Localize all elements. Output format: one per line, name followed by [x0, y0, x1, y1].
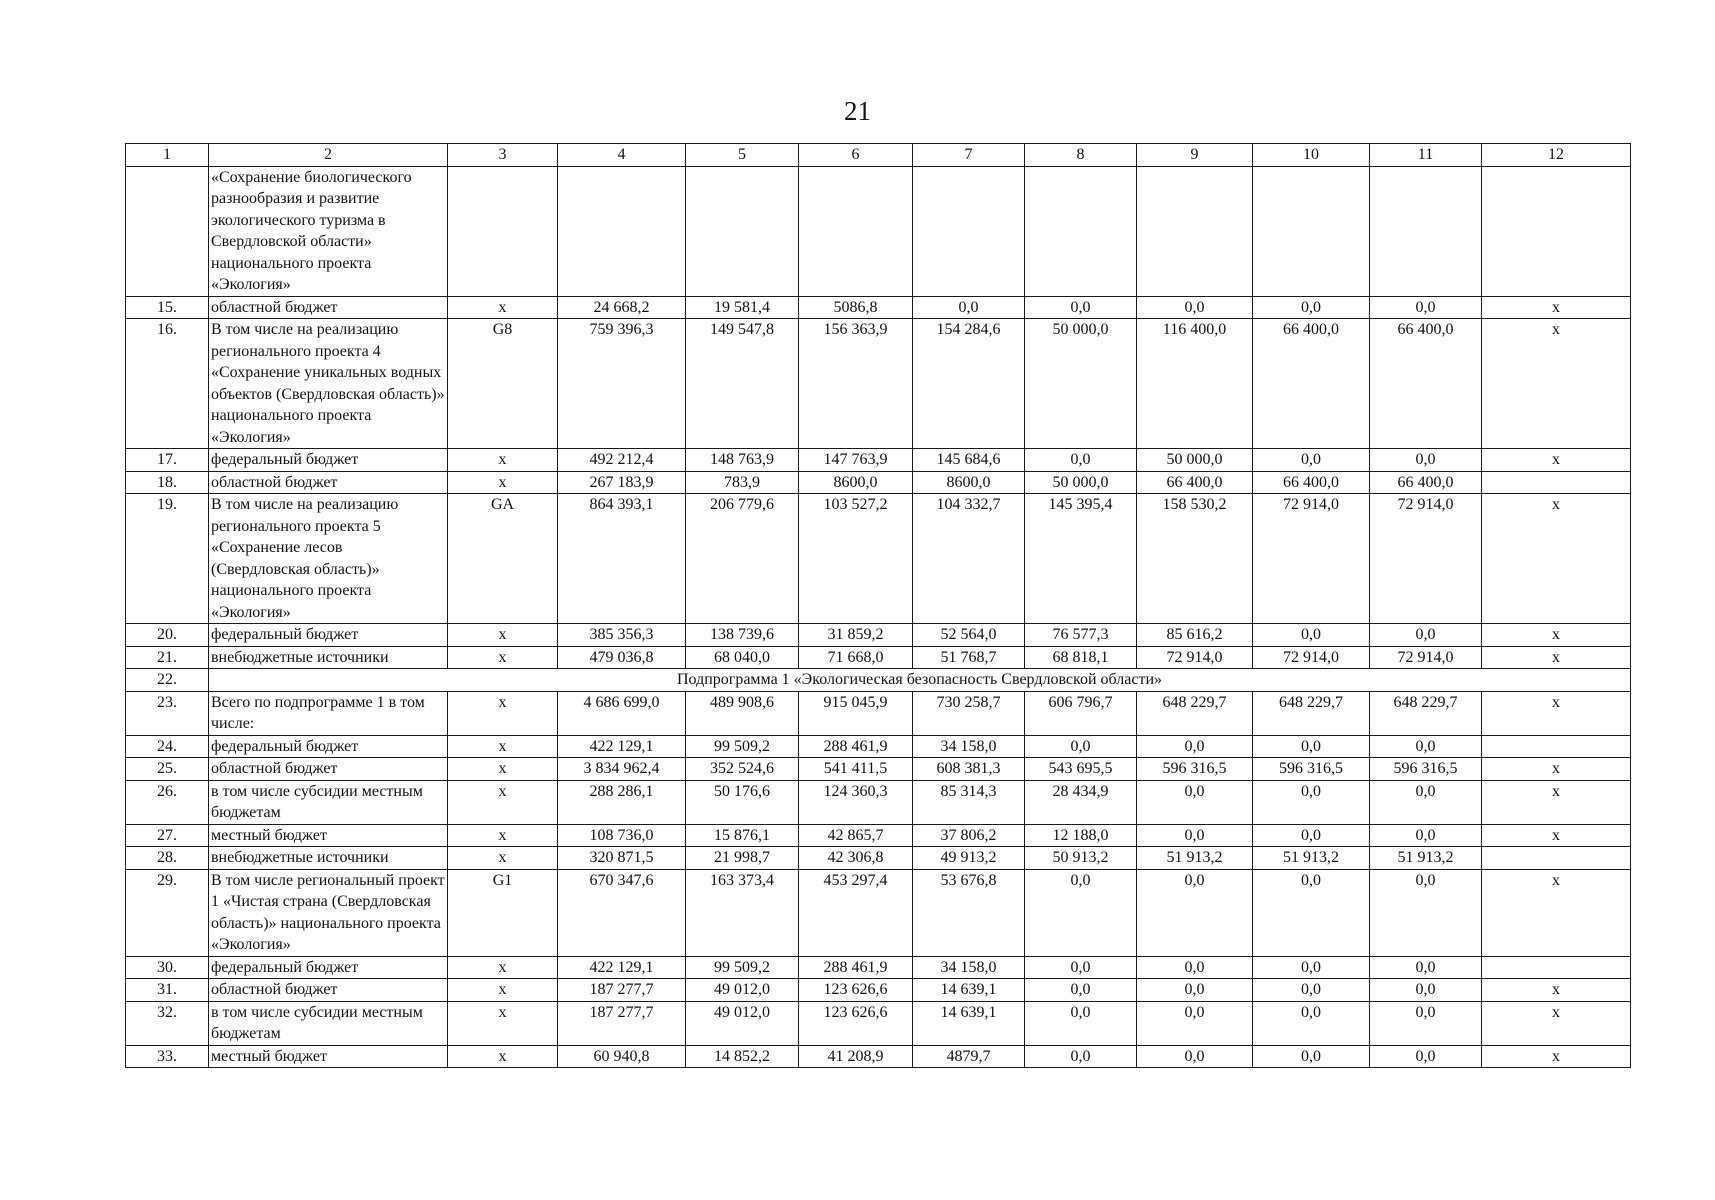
year-value-cell: 0,0 — [1025, 979, 1137, 1002]
year-value-cell: 0,0 — [1370, 979, 1482, 1002]
year-value-cell: 53 676,8 — [913, 869, 1025, 956]
year-value-cell: 49 913,2 — [913, 847, 1025, 870]
total-cell: 422 129,1 — [558, 735, 686, 758]
total-cell: 187 277,7 — [558, 1001, 686, 1045]
year-value-cell — [1025, 166, 1137, 296]
total-cell: 60 940,8 — [558, 1045, 686, 1068]
row-number-cell: 31. — [126, 979, 209, 1002]
year-value-cell: 0,0 — [1025, 735, 1137, 758]
code-cell: x — [448, 1001, 558, 1045]
year-value-cell: 0,0 — [1025, 1001, 1137, 1045]
year-value-cell: 68 040,0 — [686, 646, 799, 669]
year-value-cell: 66 400,0 — [1253, 471, 1370, 494]
year-value-cell: 85 314,3 — [913, 780, 1025, 824]
year-value-cell: 51 913,2 — [1370, 847, 1482, 870]
year-value-cell: 28 434,9 — [1025, 780, 1137, 824]
year-value-cell: 14 639,1 — [913, 1001, 1025, 1045]
total-cell: 288 286,1 — [558, 780, 686, 824]
item-name-cell: федеральный бюджет — [209, 956, 448, 979]
page-number: 21 — [844, 96, 871, 126]
column-header: 11 — [1370, 144, 1482, 167]
column-header: 10 — [1253, 144, 1370, 167]
year-value-cell: 596 316,5 — [1253, 758, 1370, 781]
year-value-cell: 66 400,0 — [1253, 319, 1370, 449]
reference-cell: x — [1482, 449, 1631, 472]
table-row — [126, 691, 1631, 735]
year-value-cell: 71 668,0 — [799, 646, 913, 669]
table-row — [126, 494, 1631, 624]
table-body — [126, 144, 1631, 1068]
row-number-cell: 30. — [126, 956, 209, 979]
year-value-cell: 206 779,6 — [686, 494, 799, 624]
year-value-cell: 51 913,2 — [1137, 847, 1253, 870]
total-cell — [558, 166, 686, 296]
item-name-cell: внебюджетные источники — [209, 646, 448, 669]
year-value-cell: 0,0 — [1253, 1045, 1370, 1068]
year-value-cell: 72 914,0 — [1370, 646, 1482, 669]
budget-table — [125, 143, 1631, 1068]
year-value-cell: 42 865,7 — [799, 824, 913, 847]
column-header: 9 — [1137, 144, 1253, 167]
year-value-cell: 648 229,7 — [1253, 691, 1370, 735]
year-value-cell: 608 381,3 — [913, 758, 1025, 781]
year-value-cell: 0,0 — [913, 296, 1025, 319]
column-header: 1 — [126, 144, 209, 167]
row-number-cell: 33. — [126, 1045, 209, 1068]
table-row — [126, 869, 1631, 956]
reference-cell: x — [1482, 296, 1631, 319]
year-value-cell: 99 509,2 — [686, 735, 799, 758]
year-value-cell: 0,0 — [1137, 979, 1253, 1002]
item-name-cell: федеральный бюджет — [209, 624, 448, 647]
code-cell: G1 — [448, 869, 558, 956]
item-name-cell: местный бюджет — [209, 1045, 448, 1068]
reference-cell: x — [1482, 624, 1631, 647]
table-row — [126, 824, 1631, 847]
row-number-cell: 32. — [126, 1001, 209, 1045]
total-cell: 385 356,3 — [558, 624, 686, 647]
year-value-cell: 42 306,8 — [799, 847, 913, 870]
year-value-cell: 72 914,0 — [1370, 494, 1482, 624]
year-value-cell: 596 316,5 — [1137, 758, 1253, 781]
year-value-cell: 124 360,3 — [799, 780, 913, 824]
row-number-cell: 15. — [126, 296, 209, 319]
total-cell: 864 393,1 — [558, 494, 686, 624]
item-name-cell: областной бюджет — [209, 979, 448, 1002]
reference-cell — [1482, 166, 1631, 296]
year-value-cell: 41 208,9 — [799, 1045, 913, 1068]
total-cell: 479 036,8 — [558, 646, 686, 669]
code-cell: x — [448, 780, 558, 824]
reference-cell: x — [1482, 1001, 1631, 1045]
total-cell: 4 686 699,0 — [558, 691, 686, 735]
year-value-cell: 149 547,8 — [686, 319, 799, 449]
year-value-cell: 0,0 — [1370, 1001, 1482, 1045]
reference-cell: x — [1482, 979, 1631, 1002]
year-value-cell: 14 639,1 — [913, 979, 1025, 1002]
year-value-cell: 0,0 — [1253, 296, 1370, 319]
row-number-cell: 21. — [126, 646, 209, 669]
code-cell: x — [448, 758, 558, 781]
year-value-cell — [1137, 166, 1253, 296]
item-name-cell: внебюджетные источники — [209, 847, 448, 870]
table-row — [126, 471, 1631, 494]
code-cell: x — [448, 956, 558, 979]
table-row — [126, 1045, 1631, 1068]
year-value-cell: 148 763,9 — [686, 449, 799, 472]
year-value-cell: 0,0 — [1137, 296, 1253, 319]
total-cell: 187 277,7 — [558, 979, 686, 1002]
row-number-cell: 24. — [126, 735, 209, 758]
table-row — [126, 624, 1631, 647]
code-cell: x — [448, 1045, 558, 1068]
year-value-cell: 0,0 — [1370, 735, 1482, 758]
year-value-cell: 730 258,7 — [913, 691, 1025, 735]
table-row — [126, 1001, 1631, 1045]
year-value-cell: 14 852,2 — [686, 1045, 799, 1068]
year-value-cell: 0,0 — [1025, 869, 1137, 956]
year-value-cell: 156 363,9 — [799, 319, 913, 449]
row-number-cell: 23. — [126, 691, 209, 735]
year-value-cell: 147 763,9 — [799, 449, 913, 472]
code-cell: x — [448, 735, 558, 758]
year-value-cell: 915 045,9 — [799, 691, 913, 735]
year-value-cell: 543 695,5 — [1025, 758, 1137, 781]
year-value-cell: 103 527,2 — [799, 494, 913, 624]
column-header: 2 — [209, 144, 448, 167]
table-row — [126, 646, 1631, 669]
item-name-cell: Всего по подпрограмме 1 в том числе: — [209, 691, 448, 735]
total-cell: 320 871,5 — [558, 847, 686, 870]
row-number-cell: 18. — [126, 471, 209, 494]
code-cell: x — [448, 979, 558, 1002]
item-name-cell: областной бюджет — [209, 471, 448, 494]
year-value-cell: 783,9 — [686, 471, 799, 494]
year-value-cell: 50 176,6 — [686, 780, 799, 824]
item-name-cell: В том числе на реализацию регионального проекта 4 «Сохранение уникальных водных объектов (Свердловская область)» национального проекта «Экология» — [209, 319, 448, 449]
year-value-cell: 0,0 — [1370, 624, 1482, 647]
table-row — [126, 449, 1631, 472]
reference-cell: x — [1482, 824, 1631, 847]
item-name-cell: «Сохранение биологического разнообразия и развитие экологического туризма в Свердловской области» национального проекта «Экология» — [209, 166, 448, 296]
year-value-cell: 0,0 — [1137, 1045, 1253, 1068]
year-value-cell: 0,0 — [1025, 296, 1137, 319]
year-value-cell: 37 806,2 — [913, 824, 1025, 847]
code-cell: x — [448, 471, 558, 494]
year-value-cell: 76 577,3 — [1025, 624, 1137, 647]
row-number-cell: 16. — [126, 319, 209, 449]
total-cell: 670 347,6 — [558, 869, 686, 956]
row-number-cell: 20. — [126, 624, 209, 647]
code-cell: x — [448, 624, 558, 647]
year-value-cell — [686, 166, 799, 296]
row-number-cell: 29. — [126, 869, 209, 956]
year-value-cell: 0,0 — [1253, 1001, 1370, 1045]
reference-cell: x — [1482, 758, 1631, 781]
year-value-cell: 51 913,2 — [1253, 847, 1370, 870]
code-cell: x — [448, 296, 558, 319]
year-value-cell: 51 768,7 — [913, 646, 1025, 669]
year-value-cell — [1370, 166, 1482, 296]
year-value-cell: 0,0 — [1137, 780, 1253, 824]
reference-cell: x — [1482, 869, 1631, 956]
year-value-cell: 99 509,2 — [686, 956, 799, 979]
table-row — [126, 758, 1631, 781]
year-value-cell: 0,0 — [1137, 1001, 1253, 1045]
code-cell — [448, 166, 558, 296]
total-cell: 3 834 962,4 — [558, 758, 686, 781]
item-name-cell: областной бюджет — [209, 296, 448, 319]
item-name-cell: областной бюджет — [209, 758, 448, 781]
table-header-row — [126, 144, 1631, 167]
year-value-cell: 606 796,7 — [1025, 691, 1137, 735]
column-header: 7 — [913, 144, 1025, 167]
item-name-cell: в том числе субсидии местным бюджетам — [209, 1001, 448, 1045]
code-cell: x — [448, 824, 558, 847]
year-value-cell: 0,0 — [1370, 956, 1482, 979]
row-number-cell — [126, 166, 209, 296]
code-cell: x — [448, 646, 558, 669]
year-value-cell: 8600,0 — [799, 471, 913, 494]
row-number-cell: 25. — [126, 758, 209, 781]
column-header: 3 — [448, 144, 558, 167]
item-name-cell: федеральный бюджет — [209, 449, 448, 472]
year-value-cell: 72 914,0 — [1253, 646, 1370, 669]
code-cell: GA — [448, 494, 558, 624]
table-row — [126, 979, 1631, 1002]
reference-cell: x — [1482, 1045, 1631, 1068]
year-value-cell: 648 229,7 — [1370, 691, 1482, 735]
reference-cell: x — [1482, 691, 1631, 735]
column-header: 8 — [1025, 144, 1137, 167]
year-value-cell — [913, 166, 1025, 296]
column-header: 12 — [1482, 144, 1631, 167]
year-value-cell: 104 332,7 — [913, 494, 1025, 624]
year-value-cell: 4879,7 — [913, 1045, 1025, 1068]
year-value-cell: 68 818,1 — [1025, 646, 1137, 669]
year-value-cell: 541 411,5 — [799, 758, 913, 781]
year-value-cell: 0,0 — [1253, 780, 1370, 824]
year-value-cell: 21 998,7 — [686, 847, 799, 870]
reference-cell — [1482, 471, 1631, 494]
year-value-cell — [1253, 166, 1370, 296]
year-value-cell: 154 284,6 — [913, 319, 1025, 449]
year-value-cell: 0,0 — [1137, 956, 1253, 979]
row-number-cell: 26. — [126, 780, 209, 824]
year-value-cell: 0,0 — [1253, 979, 1370, 1002]
column-header: 6 — [799, 144, 913, 167]
year-value-cell: 50 000,0 — [1137, 449, 1253, 472]
year-value-cell: 0,0 — [1253, 449, 1370, 472]
item-name-cell: В том числе региональный проект 1 «Чистая страна (Свердловская область)» национального проекта «Экология» — [209, 869, 448, 956]
year-value-cell: 0,0 — [1370, 1045, 1482, 1068]
row-number-cell: 28. — [126, 847, 209, 870]
row-number-cell: 27. — [126, 824, 209, 847]
year-value-cell: 288 461,9 — [799, 735, 913, 758]
reference-cell — [1482, 847, 1631, 870]
year-value-cell: 596 316,5 — [1370, 758, 1482, 781]
year-value-cell: 352 524,6 — [686, 758, 799, 781]
item-name-cell: федеральный бюджет — [209, 735, 448, 758]
year-value-cell: 49 012,0 — [686, 979, 799, 1002]
year-value-cell: 0,0 — [1025, 1045, 1137, 1068]
row-number-cell: 22. — [126, 669, 209, 692]
year-value-cell: 34 158,0 — [913, 735, 1025, 758]
year-value-cell: 0,0 — [1370, 824, 1482, 847]
reference-cell — [1482, 735, 1631, 758]
year-value-cell: 0,0 — [1025, 449, 1137, 472]
code-cell: x — [448, 847, 558, 870]
year-value-cell: 49 012,0 — [686, 1001, 799, 1045]
year-value-cell: 163 373,4 — [686, 869, 799, 956]
year-value-cell: 31 859,2 — [799, 624, 913, 647]
year-value-cell: 145 395,4 — [1025, 494, 1137, 624]
row-number-cell: 17. — [126, 449, 209, 472]
year-value-cell: 0,0 — [1370, 449, 1482, 472]
table-row — [126, 319, 1631, 449]
year-value-cell: 85 616,2 — [1137, 624, 1253, 647]
year-value-cell: 52 564,0 — [913, 624, 1025, 647]
year-value-cell: 288 461,9 — [799, 956, 913, 979]
total-cell: 108 736,0 — [558, 824, 686, 847]
total-cell: 24 668,2 — [558, 296, 686, 319]
year-value-cell: 0,0 — [1370, 780, 1482, 824]
item-name-cell: местный бюджет — [209, 824, 448, 847]
table-row — [126, 847, 1631, 870]
year-value-cell: 0,0 — [1253, 869, 1370, 956]
year-value-cell: 0,0 — [1253, 624, 1370, 647]
year-value-cell: 50 000,0 — [1025, 471, 1137, 494]
reference-cell: x — [1482, 319, 1631, 449]
reference-cell — [1482, 956, 1631, 979]
total-cell: 759 396,3 — [558, 319, 686, 449]
year-value-cell: 0,0 — [1370, 296, 1482, 319]
table-row — [126, 296, 1631, 319]
year-value-cell: 50 913,2 — [1025, 847, 1137, 870]
subprogram-row — [126, 669, 1631, 692]
item-name-cell: в том числе субсидии местным бюджетам — [209, 780, 448, 824]
year-value-cell: 145 684,6 — [913, 449, 1025, 472]
code-cell: G8 — [448, 319, 558, 449]
code-cell: x — [448, 691, 558, 735]
year-value-cell: 8600,0 — [913, 471, 1025, 494]
year-value-cell: 0,0 — [1025, 956, 1137, 979]
subprogram-title: Подпрограмма 1 «Экологическая безопасность Свердловской области» — [209, 669, 1631, 692]
year-value-cell: 123 626,6 — [799, 1001, 913, 1045]
reference-cell: x — [1482, 780, 1631, 824]
table-row — [126, 735, 1631, 758]
year-value-cell: 0,0 — [1137, 824, 1253, 847]
year-value-cell: 34 158,0 — [913, 956, 1025, 979]
year-value-cell — [799, 166, 913, 296]
year-value-cell: 0,0 — [1253, 735, 1370, 758]
year-value-cell: 158 530,2 — [1137, 494, 1253, 624]
year-value-cell: 0,0 — [1137, 869, 1253, 956]
year-value-cell: 12 188,0 — [1025, 824, 1137, 847]
total-cell: 422 129,1 — [558, 956, 686, 979]
total-cell: 492 212,4 — [558, 449, 686, 472]
reference-cell: x — [1482, 494, 1631, 624]
year-value-cell: 0,0 — [1137, 735, 1253, 758]
year-value-cell: 15 876,1 — [686, 824, 799, 847]
year-value-cell: 50 000,0 — [1025, 319, 1137, 449]
table-row — [126, 956, 1631, 979]
year-value-cell: 66 400,0 — [1137, 471, 1253, 494]
year-value-cell: 66 400,0 — [1370, 319, 1482, 449]
column-header: 5 — [686, 144, 799, 167]
year-value-cell: 489 908,6 — [686, 691, 799, 735]
year-value-cell: 138 739,6 — [686, 624, 799, 647]
reference-cell: x — [1482, 646, 1631, 669]
year-value-cell: 72 914,0 — [1253, 494, 1370, 624]
year-value-cell: 453 297,4 — [799, 869, 913, 956]
code-cell: x — [448, 449, 558, 472]
year-value-cell: 0,0 — [1370, 869, 1482, 956]
year-value-cell: 116 400,0 — [1137, 319, 1253, 449]
year-value-cell: 19 581,4 — [686, 296, 799, 319]
total-cell: 267 183,9 — [558, 471, 686, 494]
year-value-cell: 5086,8 — [799, 296, 913, 319]
year-value-cell: 66 400,0 — [1370, 471, 1482, 494]
table-row — [126, 780, 1631, 824]
year-value-cell: 123 626,6 — [799, 979, 913, 1002]
table-row — [126, 166, 1631, 296]
column-header: 4 — [558, 144, 686, 167]
item-name-cell: В том числе на реализацию регионального проекта 5 «Сохранение лесов (Свердловская область)» национального проекта «Экология» — [209, 494, 448, 624]
year-value-cell: 72 914,0 — [1137, 646, 1253, 669]
year-value-cell: 0,0 — [1253, 824, 1370, 847]
row-number-cell: 19. — [126, 494, 209, 624]
year-value-cell: 0,0 — [1253, 956, 1370, 979]
year-value-cell: 648 229,7 — [1137, 691, 1253, 735]
